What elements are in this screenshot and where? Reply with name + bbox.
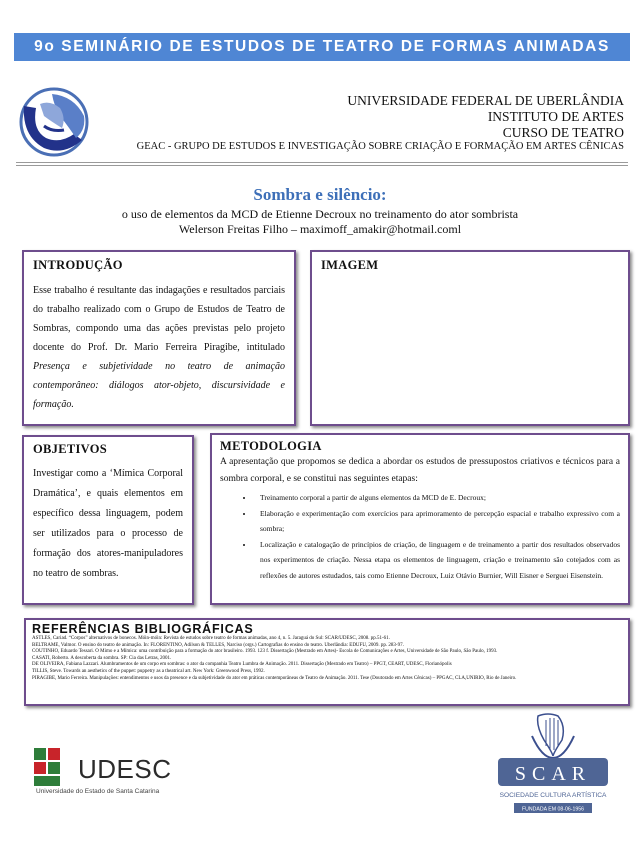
udesc-logo-subtitle: Universidade do Estado de Santa Catarina <box>36 788 160 795</box>
methodology-heading: METODOLOGIA <box>220 439 322 453</box>
image-box <box>310 250 630 426</box>
reference-item: DE OLIVEIRA, Fabiana Lazzari. Alumbramentos de um corpo em sombras: o ator da companhia Teatro Lumbra de Animação. 2011. Dissertação (Mestrado em Teatro) – PPGT, CEART, UDESC, Florianópolis <box>32 662 452 668</box>
scar-logo-text: SCAR <box>514 763 592 785</box>
methodology-steps <box>220 490 620 583</box>
research-group-name: GEAC - GRUPO DE ESTUDOS E INVESTIGAÇÃO SOBRE CRIAÇÃO E FORMAÇÃO EM ARTES CÊNICAS <box>136 141 624 152</box>
references-box <box>24 618 630 706</box>
objectives-heading: OBJETIVOS <box>33 442 108 456</box>
methodology-step: • Localização e catalogação de princípios de criação, de linguagem e de treinamento a partir dos resultados observados nos experimentos de criação. Nessa etapa os elementos de linguagem, criação e treinamento são cotejados com as reflexões de autores estudados, tais como Etienne Decroux, Luiz Otávio Burnier, Will Eisner e Serguei Eisenstein. <box>254 537 620 584</box>
institute-name: INSTITUTO DE ARTES <box>487 109 624 124</box>
reference-item: TILLIS, Steve. Towards an aesthetics of the puppet: puppetry as a theatrical art. New York: Greenwood Press, 1992. <box>32 668 265 674</box>
ufu-logo <box>14 86 92 158</box>
author-line: Welerson Freitas Filho – maximoff_amakir@hotmail.coml <box>178 222 462 236</box>
scar-logo <box>492 712 614 828</box>
reference-item: COUTINHO, Eduardo Tessari. O Mimo e a Mímica: uma contribuição para a formação do ator brasileiro. 1993. 123 f. Dissertação (Mestrado em Artes)- Escola de Comunicações e Artes, Universidade de São Paulo, São Paulo, 1993. <box>32 649 498 655</box>
seminar-banner: 9o SEMINÁRIO DE ESTUDOS DE TEATRO DE FORMAS ANIMADAS <box>14 33 630 61</box>
reference-item: CASATI, Roberto. A descoberta da sombra. SP: Cia das Letras, 2001. <box>32 655 172 661</box>
reference-item: PIRAGIBE, Mario Ferreira. Manipulações: entendimentos e usos da presence e da subjetividade do ator em práticas contemporâneas de Teatro de Animação. 2011. Tese (Doutorado em Artes Cênicas) – PPGAC, CLA,UNIRIO, Rio de Janeiro. <box>32 675 517 681</box>
university-name: UNIVERSIDADE FEDERAL DE UBERLÂNDIA <box>347 93 624 108</box>
image-heading: IMAGEM <box>321 258 379 272</box>
methodology-step: • Treinamento corporal a partir de alguns elementos da MCD de E. Decroux; <box>254 490 620 506</box>
intro-text <box>33 281 285 414</box>
udesc-logo-text: UDESC <box>78 754 172 784</box>
intro-body: Esse trabalho é resultante das indagações e resultados parciais do trabalho realizado com o Grupo de Estudos de Teatro de Sombras, compondo uma das ações previstas pelo projeto docente do Prof. Dr. Mario Ferreira Piragibe, intitulado <box>33 285 285 353</box>
scar-logo-subtitle: SOCIEDADE CULTURA ARTÍSTICA <box>499 792 607 799</box>
poster-subtitle: o uso de elementos da MCD de Etienne Decroux no treinamento do ator sombrista <box>121 207 519 221</box>
poster-title: Sombra e silêncio: <box>253 185 387 204</box>
methodology-box <box>210 433 630 605</box>
references-heading: REFERÊNCIAS BIBLIOGRÁFICAS <box>32 622 254 636</box>
objectives-box <box>22 435 194 605</box>
header-divider-bottom <box>16 165 628 166</box>
header-divider-top <box>16 162 628 163</box>
reference-item: BELTRAME, Valmor. O ensino do teatro de animação. In: FLORENTINO, Adilson & TELLES, Narciso (orgs.) Cartografias do ensino do teatro. Uberlândia: EDUFU, 2009. pp. 283-97. <box>32 642 404 648</box>
course-name: CURSO DE TEATRO <box>502 125 624 140</box>
intro-box <box>22 250 296 426</box>
methodology-step: • Elaboração e experimentação com exercícios para aprimoramento de percepção espacial e trabalho expressivo com a sombra; <box>254 506 620 537</box>
methodology-intro: A apresentação que propomos se dedica a abordar os estudos de pressupostos criativos e técnicos para a sombra corporal, e se constitui nas seguintes etapas: <box>220 457 620 484</box>
intro-project-title: Presença e subjetividade no teatro de animação contemporâneo: diálogos ator-objeto, discursividade e formação. <box>33 361 285 410</box>
objectives-text: Investigar como a ‘Mímica Corporal Dramática’, e quais elementos em específico dessa linguagem, podem ser utilizados para o processo de formação dos atores-manipuladores no teatro de sombras. <box>33 468 183 579</box>
reference-item: ASTLES, Cariad. “Corpos” alternativos de bonecos. Móin-móin: Revista de estudos sobre teatro de formas animadas, ano 4, n. 5. Jaraguá do Sul: SCAR/UDESC, 2008. pp.51-61. <box>32 636 390 641</box>
udesc-logo-mark <box>34 748 74 786</box>
scar-logo-date: FUNDADA EM 08-06-1956 <box>522 806 584 813</box>
intro-heading: INTRODUÇÃO <box>33 258 123 272</box>
